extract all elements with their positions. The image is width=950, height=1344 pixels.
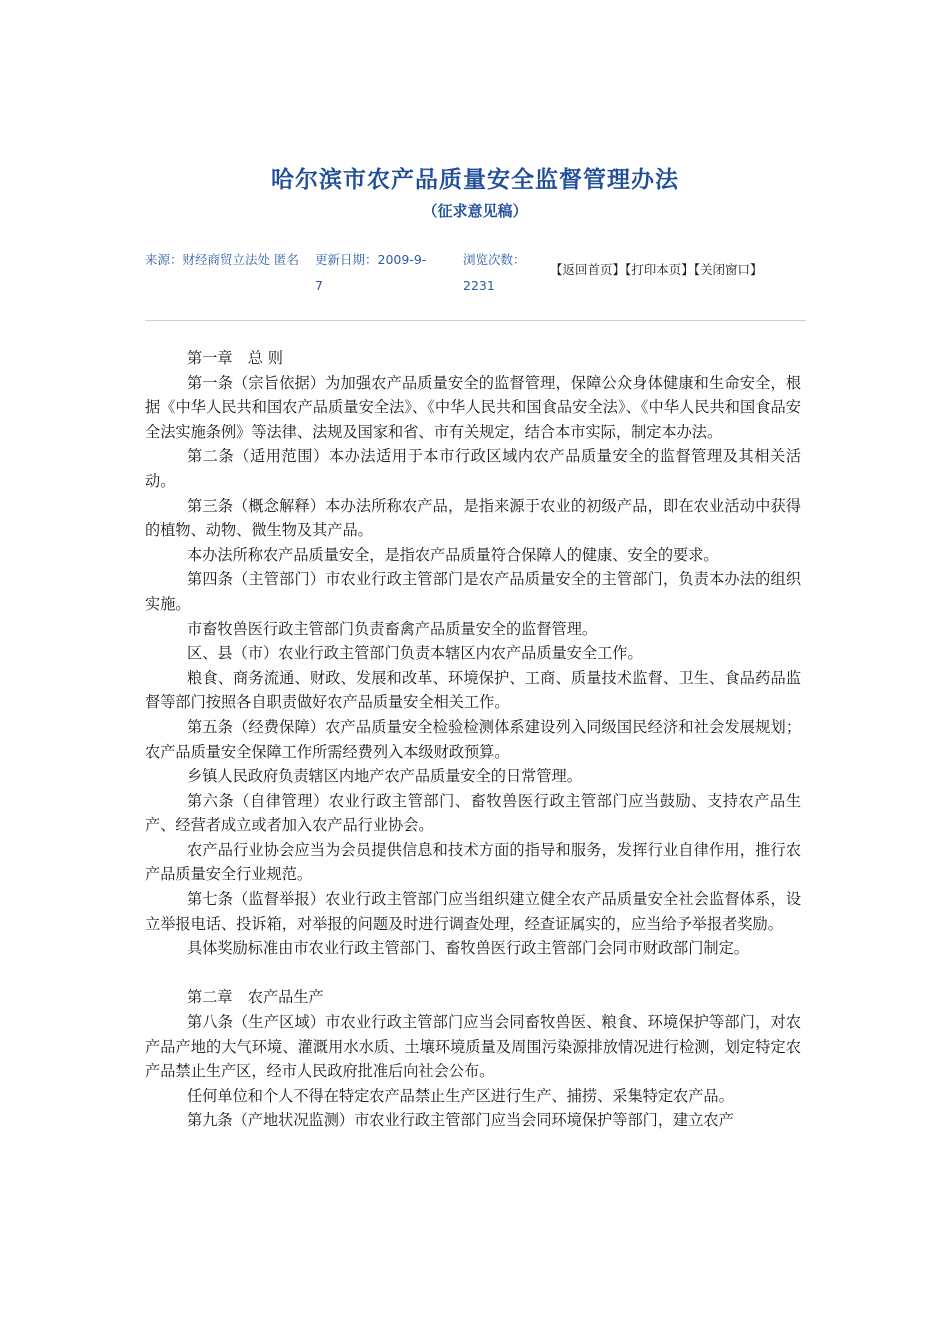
body-paragraph: 区、县（市）农业行政主管部门负责本辖区内农产品质量安全工作。 <box>187 644 643 663</box>
body-paragraph: 第五条（经费保障）农产品质量安全检验检测体系建设列入同级国民经济和社会发展规划；农产品质量安全保障工作所需经费列入本级财政预算。 <box>145 717 801 761</box>
body-paragraph: 粮食、商务流通、财政、发展和改革、环境保护、工商、质量技术监督、卫生、食品药品监督等部门按照各自职责做好农产品质量安全相关工作。 <box>145 668 801 712</box>
page-title: 哈尔滨市农产品质量安全监督管理办法 <box>271 167 679 194</box>
update-date: 更新日期：2009-9-7 <box>315 252 427 293</box>
page-subtitle: （征求意见稿） <box>422 202 528 220</box>
close-window-link[interactable]: 【关闭窗口】 <box>693 262 763 277</box>
body-paragraph: 市畜牧兽医行政主管部门负责畜禽产品质量安全的监督管理。 <box>187 619 598 638</box>
view-count: 浏览次数：2231 <box>463 252 526 293</box>
body-paragraph: 第八条（生产区域）市农业行政主管部门应当会同畜牧兽医、粮食、环境保护等部门，对农产品产地的大气环境、灌溉用水水质、土壤环境质量及周围污染源排放情况进行检测，划定特定农产品禁止生产区，经市人民政府批准后向社会公布。 <box>145 1013 801 1081</box>
chapter-one <box>145 346 801 961</box>
page-actions <box>550 260 763 278</box>
body-paragraph: 本办法所称农产品质量安全，是指农产品质量符合保障人的健康、安全的要求。 <box>187 545 719 564</box>
article-body <box>145 346 801 1133</box>
print-page-link[interactable]: 【打印本页】 <box>625 262 694 277</box>
body-paragraph: 第二章 农产品生产 <box>187 988 324 1007</box>
body-paragraph: 第四条（主管部门）市农业行政主管部门是农产品质量安全的主管部门，负责本办法的组织实施。 <box>145 570 801 613</box>
body-paragraph: 第九条（产地状况监测）市农业行政主管部门应当会同环境保护等部门，建立农产 <box>187 1111 734 1130</box>
body-paragraph: 第三条（概念解释）本办法所称农产品，是指来源于农业的初级产品，即在农业活动中获得的植物、动物、微生物及其产品。 <box>145 496 801 540</box>
body-paragraph: 第一章 总 则 <box>187 349 283 367</box>
body-paragraph: 第六条（自律管理）农业行政主管部门、畜牧兽医行政主管部门应当鼓励、支持农产品生产、经营者成立或者加入农产品行业协会。 <box>145 791 801 835</box>
body-paragraph: 第七条（监督举报）农业行政主管部门应当组织建立健全农产品质量安全社会监督体系，设立举报电话、投诉箱，对举报的问题及时进行调查处理，经查证属实的，应当给予举报者奖励。 <box>145 890 801 933</box>
body-paragraph: 第二条（适用范围）本办法适用于本市行政区域内农产品质量安全的监督管理及其相关活动。 <box>145 447 801 490</box>
body-paragraph: 具体奖励标准由市农业行政主管部门、畜牧兽医行政主管部门会同市财政部门制定。 <box>187 939 749 958</box>
body-paragraph: 第一条（宗旨依据）为加强农产品质量安全的监督管理，保障公众身体健康和生命安全，根据《中华人民共和国农产品质量安全法》、《中华人民共和国食品安全法》、《中华人民共和国食品安全法实施条例》等法律、法规及国家和省、市有关规定，结合本市实际，制定本办法。 <box>145 373 801 441</box>
body-paragraph: 任何单位和个人不得在特定农产品禁止生产区进行生产、捕捞、采集特定农产品。 <box>187 1086 734 1105</box>
article-meta <box>145 247 810 297</box>
body-paragraph: 乡镇人民政府负责辖区内地产农产品质量安全的日常管理。 <box>187 767 582 786</box>
chapter-two <box>145 985 801 1133</box>
divider <box>145 320 806 321</box>
body-paragraph: 农产品行业协会应当为会员提供信息和技术方面的指导和服务，发挥行业自律作用，推行农产品质量安全行业规范。 <box>145 840 801 884</box>
source-info: 来源：财经商贸立法处 匿名 <box>145 252 299 267</box>
back-home-link[interactable]: 【返回首页】 <box>550 262 626 277</box>
paragraph-gap <box>145 961 801 986</box>
